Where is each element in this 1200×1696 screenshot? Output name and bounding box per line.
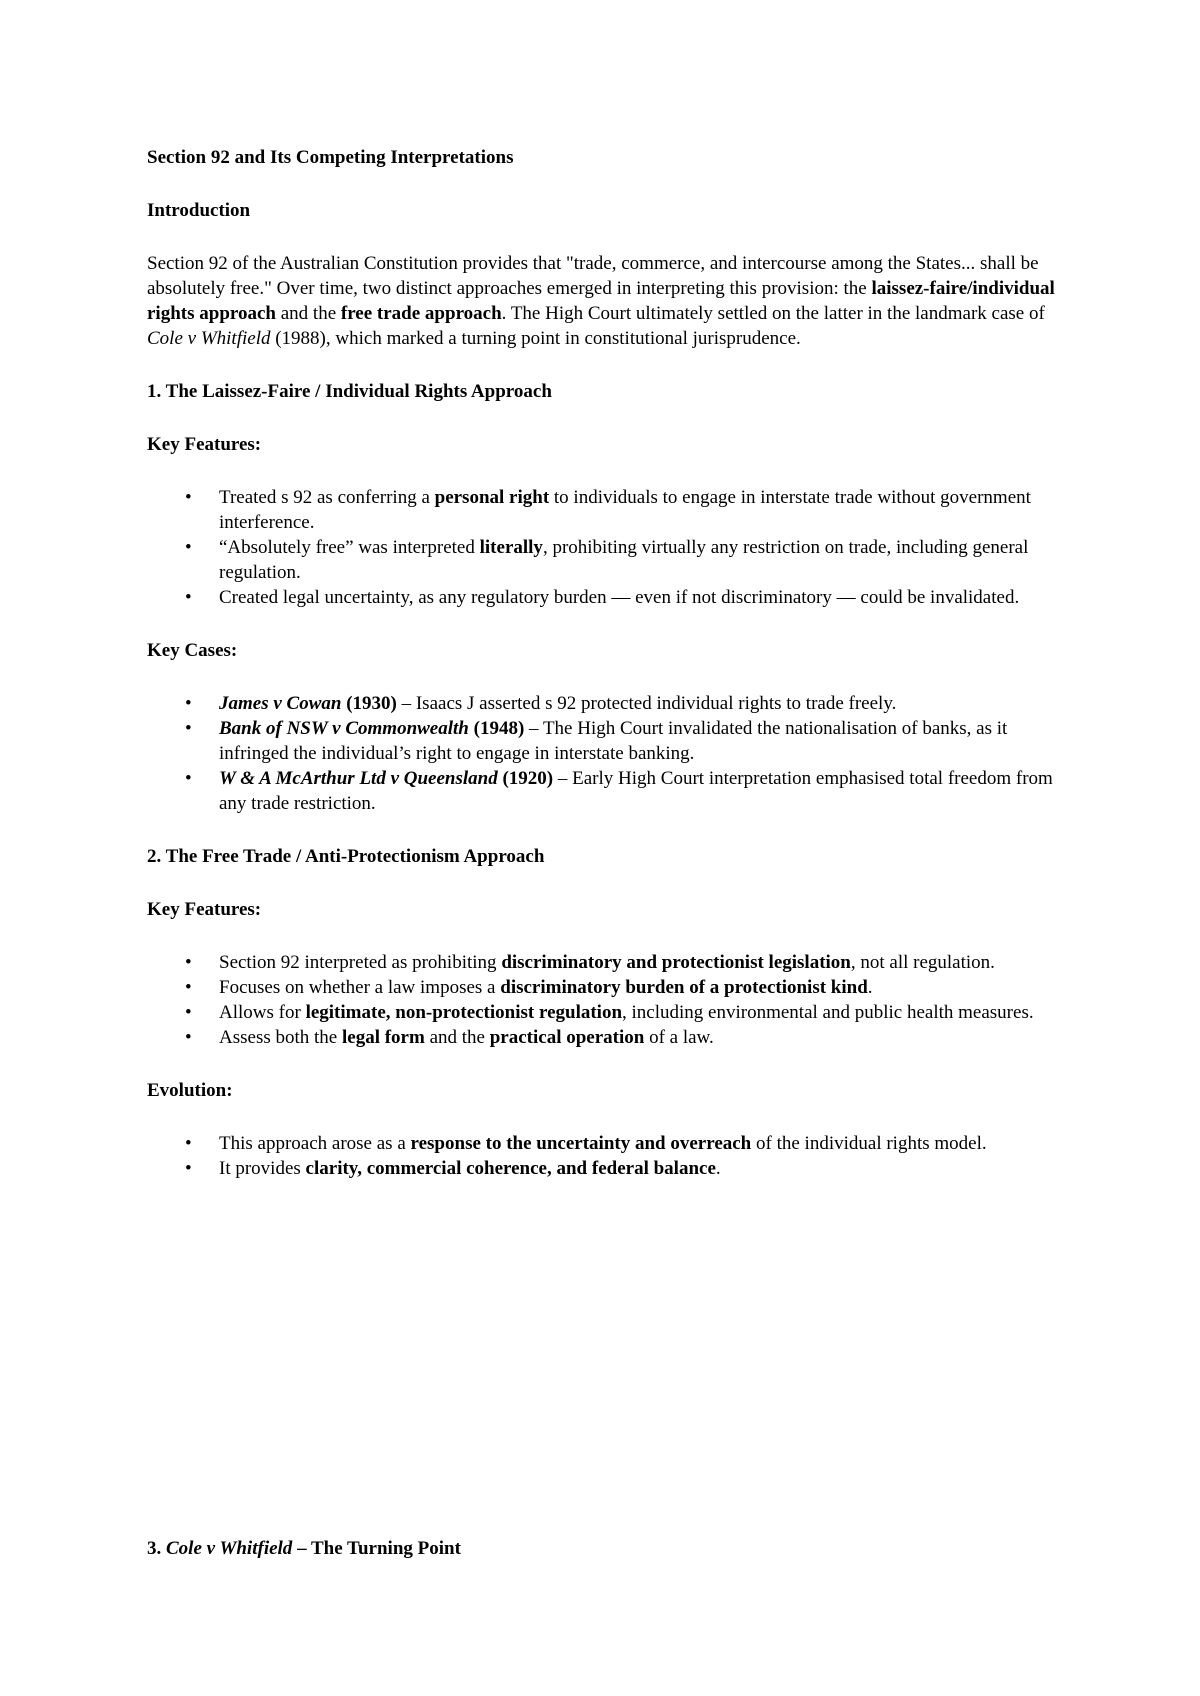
section-1-heading: 1. The Laissez-Faire / Individual Rights Approach: [147, 381, 552, 402]
item-text: Focuses on whether a law imposes a: [219, 977, 501, 998]
key-features-heading: Key Features:: [147, 899, 262, 920]
s2-features-list: [147, 950, 1077, 1050]
s1-features-list: [147, 485, 1077, 610]
item-bold-text: literally: [479, 537, 543, 558]
item-text: Assess both the: [219, 1027, 342, 1048]
intro-bold-text: laissez-faire/individual rights approach: [147, 278, 1055, 324]
item-bold-text: personal right: [434, 487, 550, 508]
case-year: (1920): [497, 768, 554, 789]
s1-cases-list: [147, 691, 1077, 816]
item-text: .: [715, 1158, 721, 1179]
item-text: of a law.: [644, 1027, 714, 1048]
item-text: – The High Court invalidated the nationalisation of banks, as it infringed the individual’s right to engage in interstate banking.: [219, 718, 1008, 764]
list-item: [147, 1025, 1077, 1050]
intro-text: . The High Court ultimately settled on the latter in the landmark case of: [501, 303, 1045, 324]
item-text: “Absolutely free” was interpreted: [219, 537, 480, 558]
item-text: .: [867, 977, 873, 998]
heading-text: – The Turning Point: [292, 1538, 461, 1559]
item-text: and the: [424, 1027, 490, 1048]
list-item: [147, 1131, 1077, 1156]
list-item: [147, 485, 1077, 535]
item-bold-text: practical operation: [489, 1027, 645, 1048]
item-text: to individuals to engage in interstate trade without government interference.: [219, 487, 1031, 533]
item-text: Created legal uncertainty, as any regulatory burden — even if not discriminatory — could be invalidated.: [219, 587, 1020, 608]
case-year: (1948): [468, 718, 525, 739]
item-text: It provides: [219, 1158, 306, 1179]
case-name: James v Cowan: [219, 693, 342, 714]
key-cases-heading: Key Cases:: [147, 640, 238, 661]
intro-text: Section 92 of the Australian Constitution provides that "trade, commerce, and intercourse among the States... shall be absolutely free." Over time, two distinct approaches emerged in interpreting this provision: the: [147, 253, 1039, 299]
item-text: Allows for: [219, 1002, 306, 1023]
intro-text: and the: [275, 303, 341, 324]
case-name: Cole v Whitfield: [166, 1538, 293, 1559]
list-item: [147, 716, 1077, 766]
list-item: [147, 535, 1077, 585]
item-text: – Early High Court interpretation emphasised total freedom from any trade restriction.: [219, 768, 1053, 814]
item-bold-text: discriminatory burden of a protectionist kind: [500, 977, 868, 998]
item-bold-text: legal form: [341, 1027, 425, 1048]
document-title: Section 92 and Its Competing Interpretations: [147, 147, 514, 168]
list-item: [147, 585, 1077, 610]
item-text: This approach arose as a: [219, 1133, 411, 1154]
list-item: [147, 1000, 1077, 1025]
intro-paragraph: [147, 251, 1077, 351]
document-page: [147, 145, 1077, 1181]
list-item: [147, 691, 1077, 716]
intro-bold-text: free trade approach: [340, 303, 502, 324]
item-bold-text: legitimate, non-protectionist regulation: [305, 1002, 623, 1023]
item-bold-text: discriminatory and protectionist legislation: [501, 952, 851, 973]
intro-text: (1988), which marked a turning point in constitutional jurisprudence.: [270, 328, 801, 349]
item-text: , prohibiting virtually any restriction on trade, including general regulation.: [219, 537, 1029, 583]
item-text: , not all regulation.: [850, 952, 995, 973]
section-3-heading: [147, 1536, 461, 1561]
item-text: , including environmental and public health measures.: [622, 1002, 1034, 1023]
item-bold-text: clarity, commercial coherence, and federal balance: [305, 1158, 716, 1179]
list-item: [147, 1156, 1077, 1181]
item-text: Section 92 interpreted as prohibiting: [219, 952, 502, 973]
list-item: [147, 975, 1077, 1000]
intro-heading: Introduction: [147, 200, 251, 221]
list-item: [147, 950, 1077, 975]
item-text: Treated s 92 as conferring a: [219, 487, 435, 508]
item-bold-text: response to the uncertainty and overreach: [410, 1133, 752, 1154]
heading-number: 3.: [147, 1538, 166, 1559]
case-name: Bank of NSW v Commonwealth: [219, 718, 469, 739]
s2-evolution-list: [147, 1131, 1077, 1181]
item-text: of the individual rights model.: [751, 1133, 987, 1154]
item-text: – Isaacs J asserted s 92 protected individual rights to trade freely.: [396, 693, 897, 714]
list-item: [147, 766, 1077, 816]
case-name: Cole v Whitfield: [147, 328, 271, 349]
section-2-heading: 2. The Free Trade / Anti-Protectionism Approach: [147, 846, 545, 867]
case-name: W & A McArthur Ltd v Queensland: [219, 768, 498, 789]
key-features-heading: Key Features:: [147, 434, 262, 455]
case-year: (1930): [341, 693, 397, 714]
evolution-heading: Evolution:: [147, 1080, 233, 1101]
